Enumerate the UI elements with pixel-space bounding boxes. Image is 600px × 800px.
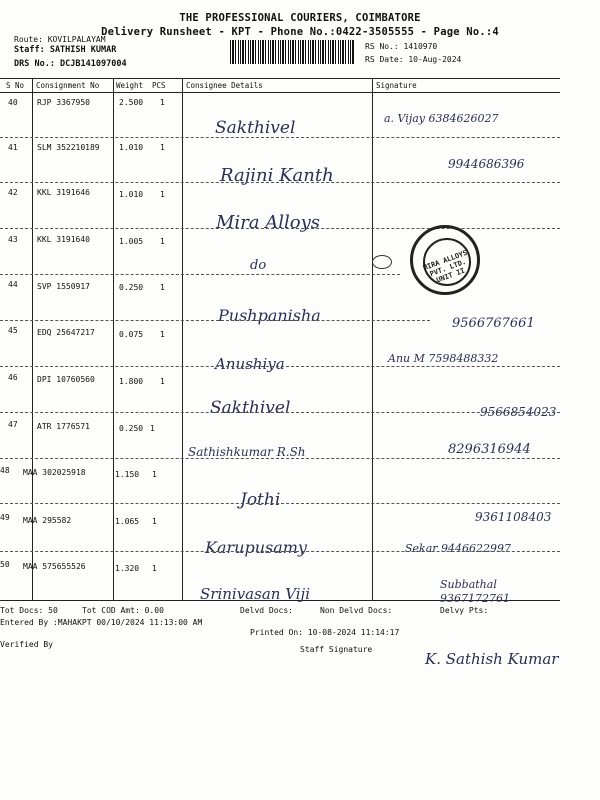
row-sno: 42 (8, 188, 18, 197)
row-sno: 44 (8, 280, 18, 289)
consignee-handwriting: Mira Alloys (216, 212, 321, 233)
runsheet-subtitle: Delivery Runsheet - KPT - Phone No.:0422-3505555 - Page No.:4 (101, 26, 499, 38)
row-pcs: 1 (160, 330, 165, 339)
route-label: Route: KOVILPALAYAM (14, 35, 106, 44)
row-pcs: 1 (160, 237, 165, 246)
signature-handwriting: 8296316944 (448, 442, 531, 457)
row-consignment: DPI 10760560 (37, 375, 95, 384)
row-sno: 41 (8, 143, 18, 152)
header-sno: S No (6, 81, 25, 90)
consignee-handwriting: Jothi (240, 490, 281, 510)
row-separator (0, 366, 560, 367)
signature-handwriting: 9566767661 (452, 316, 535, 331)
consignee-handwriting: Sathishkumar R.Sh (188, 445, 306, 459)
consignee-handwriting: Karupusamy (205, 538, 307, 557)
row-separator (0, 137, 560, 138)
row-separator (0, 320, 430, 321)
company-stamp (410, 225, 480, 295)
col-divider (113, 78, 114, 600)
row-sno: 46 (8, 373, 18, 382)
signature-handwriting: 9944686396 (448, 157, 525, 171)
row-weight: 1.065 (115, 517, 140, 526)
col-divider (372, 78, 373, 600)
row-weight: 1.005 (119, 237, 144, 246)
row-consignment: SLM 352210189 (37, 143, 100, 152)
row-pcs: 1 (160, 143, 165, 152)
consignee-handwriting: Rajini Kanth (220, 165, 334, 186)
row-weight: 1.010 (119, 143, 144, 152)
row-pcs: 1 (160, 98, 165, 107)
signature-handwriting: Subbathal 9367172761 (440, 578, 510, 605)
signature-handwriting: Sekar 9446622997 (405, 542, 512, 555)
row-separator (0, 458, 560, 459)
col-divider (182, 78, 183, 600)
delivered-docs: Delvd Docs: (240, 606, 293, 615)
row-consignment: MAA 302025918 (23, 468, 86, 477)
header-signature: Signature (376, 81, 417, 90)
barcode (230, 40, 354, 64)
header-pcs: PCS (152, 81, 166, 90)
staff-signature-label: Staff Signature (300, 645, 373, 654)
verified-by: Verified By (0, 640, 53, 649)
rs-date: RS Date: 10-Aug-2024 (365, 55, 462, 64)
signature-handwriting: 9361108403 (475, 510, 552, 524)
table-top-border (0, 78, 560, 79)
stamp-mark (372, 255, 392, 269)
row-separator (0, 551, 560, 552)
rs-number: RS No.: 1410970 (365, 42, 438, 51)
row-weight: 1.150 (115, 470, 140, 479)
row-sno: 47 (8, 420, 18, 429)
row-sno: 49 (0, 513, 10, 522)
row-consignment: RJP 3367950 (37, 98, 90, 107)
consignee-handwriting: Srinivasan Viji (200, 585, 311, 603)
header-consignment: Consignment No (36, 81, 100, 90)
consignee-handwriting: do (250, 258, 267, 273)
row-weight: 2.500 (119, 98, 144, 107)
consignee-handwriting: Pushpanisha (218, 306, 321, 325)
row-sno: 40 (8, 98, 18, 107)
consignee-handwriting: Sakthivel (210, 398, 291, 418)
consignee-handwriting: Sakthivel (215, 118, 296, 138)
row-pcs: 1 (150, 424, 155, 433)
signature-handwriting: a. Vijay 6384626027 (384, 112, 499, 125)
consignee-handwriting: Anushiya (215, 355, 285, 373)
row-sno: 48 (0, 466, 10, 475)
row-separator (0, 228, 560, 229)
printed-on: Printed On: 10-08-2024 11:14:17 (250, 628, 400, 637)
row-consignment: MAA 575655526 (23, 562, 86, 571)
delivery-points: Delvy Pts: (440, 606, 489, 615)
row-pcs: 1 (160, 190, 165, 199)
row-consignment: MAA 295582 (23, 516, 72, 525)
total-docs: Tot Docs: 50 (0, 606, 58, 615)
row-pcs: 1 (152, 517, 157, 526)
row-weight: 1.320 (115, 564, 140, 573)
staff-label: Staff: SATHISH KUMAR (14, 45, 117, 55)
row-consignment: KKL 3191640 (37, 235, 90, 244)
signature-handwriting: Anu M 7598488332 (388, 352, 499, 365)
row-consignment: ATR 1776571 (37, 422, 90, 431)
row-weight: 0.075 (119, 330, 144, 339)
drs-label: DRS No.: DCJB141097004 (14, 59, 127, 69)
row-consignment: KKL 3191646 (37, 188, 90, 197)
staff-signature-handwriting: K. Sathish Kumar (425, 650, 559, 668)
row-sno: 45 (8, 326, 18, 335)
row-weight: 0.250 (119, 283, 144, 292)
row-pcs: 1 (160, 377, 165, 386)
row-weight: 1.010 (119, 190, 144, 199)
total-cod-amount: Tot COD Amt: 0.00 (82, 606, 164, 615)
table-header-divider (0, 92, 560, 93)
signature-handwriting: 9566854023 (480, 405, 557, 419)
row-consignment: EDQ 25647217 (37, 328, 95, 337)
row-sno: 50 (0, 560, 10, 569)
not-delivered-docs: Non Delvd Docs: (320, 606, 393, 615)
row-separator (0, 274, 400, 275)
row-pcs: 1 (152, 564, 157, 573)
company-title: THE PROFESSIONAL COURIERS, COIMBATORE (179, 12, 421, 24)
row-weight: 1.800 (119, 377, 144, 386)
entered-by: Entered By :MAHAKPT 00/10/2024 11:13:00 AM (0, 618, 203, 627)
row-weight: 0.250 (119, 424, 144, 433)
row-separator (0, 182, 560, 183)
stamp-text: MIRA ALLOYS PVT. LTD. UNIT II (422, 248, 469, 285)
row-consignment: SVP 1550917 (37, 282, 90, 291)
row-sno: 43 (8, 235, 18, 244)
row-separator (0, 412, 560, 413)
header-weight: Weight (116, 81, 144, 90)
row-separator (0, 503, 560, 504)
row-pcs: 1 (152, 470, 157, 479)
header-consignee: Consignee Details (186, 81, 263, 90)
row-pcs: 1 (160, 283, 165, 292)
